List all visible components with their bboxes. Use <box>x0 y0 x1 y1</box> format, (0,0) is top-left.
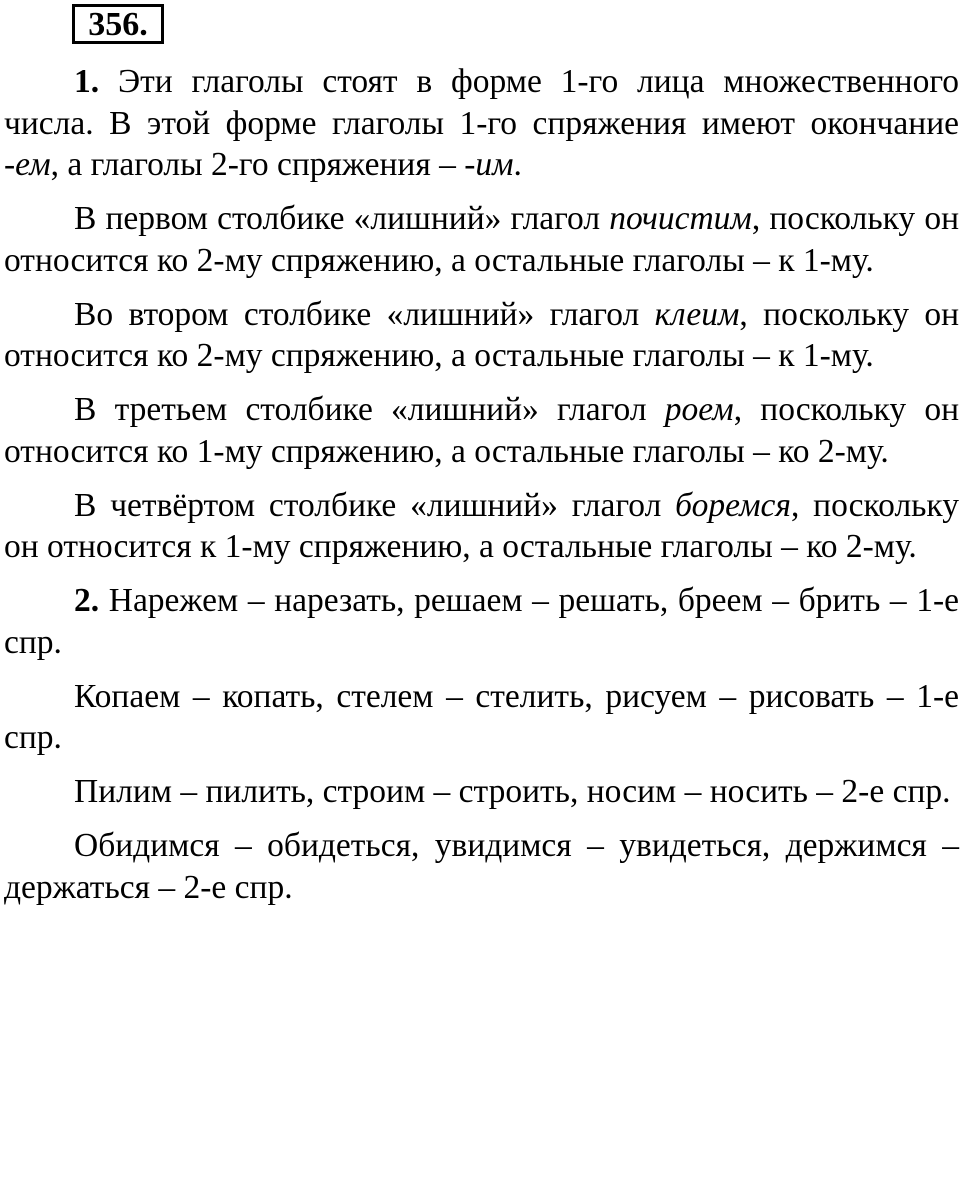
task-number-box: 356. <box>72 4 164 44</box>
paragraph-column-4 <box>4 485 959 568</box>
text-segment: , поскольку он относится ко 2-му спряжению, а остальные глаголы – к 1-му. <box>4 295 959 374</box>
paragraph-part2-third: Пилим – пилить, строим – строить, носим – носить – 2-е спр. <box>74 773 951 810</box>
paragraph-part2-second: Копаем – копать, стелем – стелить, рисуем – рисовать – 1-е спр. <box>4 677 959 756</box>
paragraph-part2-fourth: Обидимся – обидеться, увидимся – увидеться, держимся – держаться – 2-е спр. <box>4 827 959 906</box>
text-segment: Во втором столбике «лишний» глагол <box>74 295 655 333</box>
text-segment: , поскольку он относится к 1-му спряжению, а остальные глаголы – ко 2-му. <box>4 486 959 565</box>
part2-number: 2. <box>74 582 100 619</box>
answer-text <box>4 61 959 908</box>
odd-verb: боремся <box>675 486 791 524</box>
text-segment: . <box>513 146 522 183</box>
text-segment: В четвёртом столбике «лишний» глагол <box>74 486 676 524</box>
text-segment: Нарежем – нарезать, решаем – решать, бреем – брить – 1-е спр. <box>4 582 959 661</box>
text-segment: В третьем столбике «лишний» глагол <box>74 391 665 428</box>
odd-verb: роем <box>664 391 734 428</box>
text-segment: , а глаголы 2-го спряжения – <box>50 146 465 183</box>
odd-verb: почистим <box>609 200 752 237</box>
paragraph-column-2 <box>4 294 959 377</box>
paragraph-part2-first <box>4 580 959 663</box>
part1-number: 1. <box>74 63 100 100</box>
ending-im: -им <box>464 146 514 183</box>
text-segment: Эти глаголы стоят в форме 1-го лица множественного числа. В этой форме глаголы 1-го спряжения имеют окончание <box>4 63 959 142</box>
odd-verb: клеим <box>654 295 740 333</box>
paragraph-column-1 <box>4 198 959 281</box>
paragraph-column-3 <box>4 389 959 472</box>
text-segment: В первом столбике «лишний» глагол <box>74 200 610 237</box>
paragraph-part1-intro <box>4 61 959 186</box>
ending-em: -ем <box>4 146 51 183</box>
text-segment: , поскольку он относится ко 1-му спряжению, а остальные глаголы – ко 2-му. <box>4 391 959 470</box>
text-segment: , поскольку он относится ко 2-му спряжению, а остальные глаголы – к 1-му. <box>4 200 959 279</box>
